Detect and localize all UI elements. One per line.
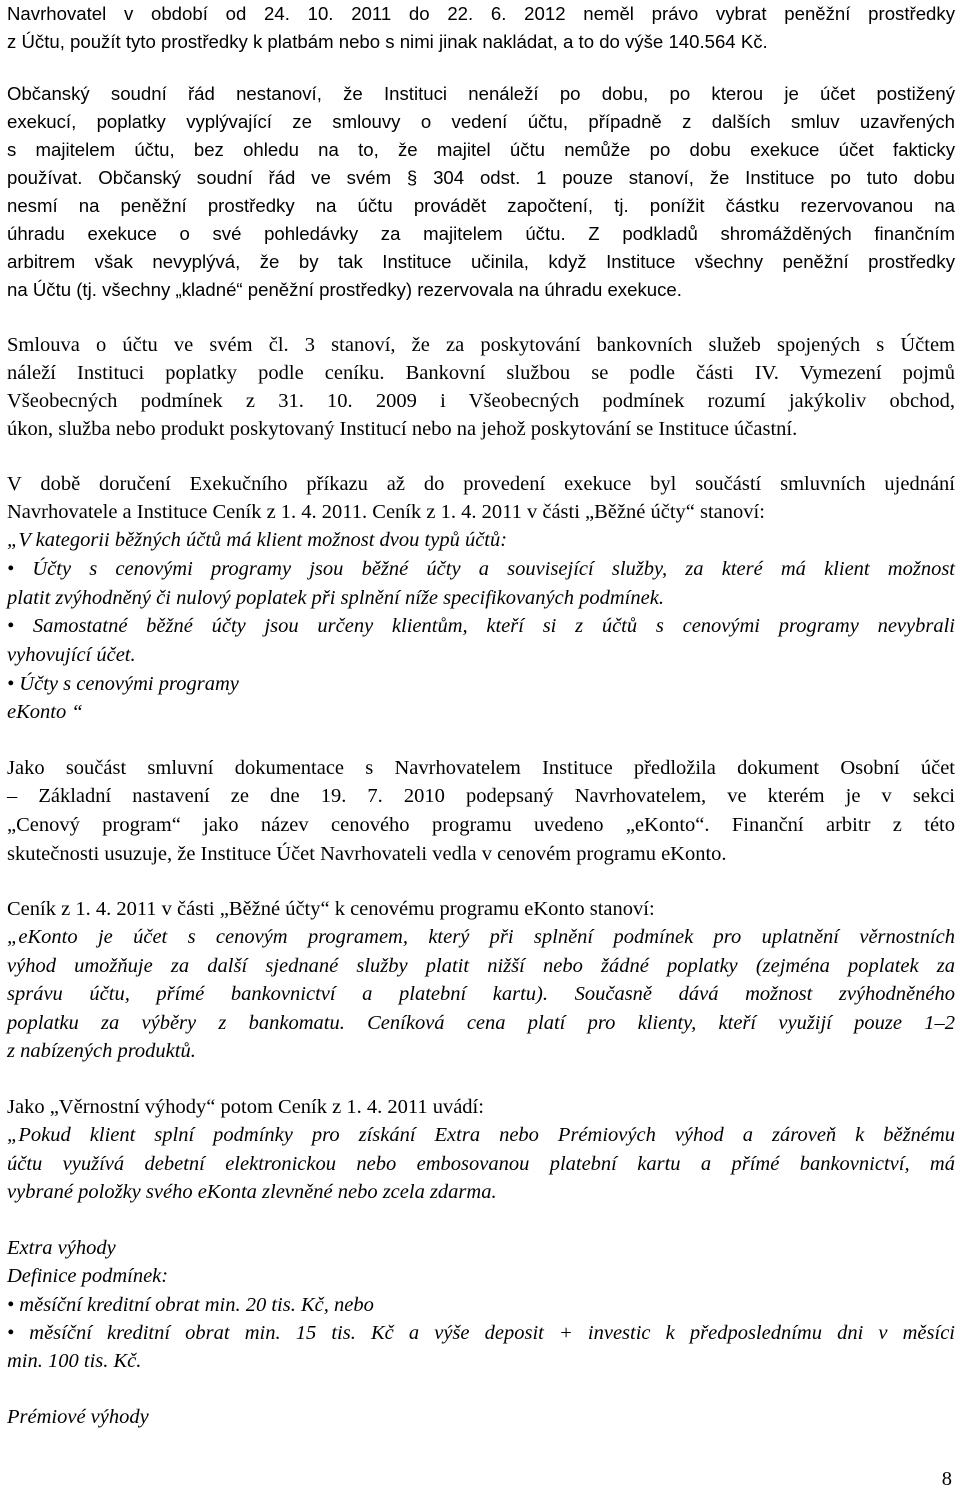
text-line: používat. Občanský soudní řád ve svém § 304 odst. 1 pouze stanoví, že Instituce po tuto dobu (7, 167, 955, 188)
text-line: – Základní nastavení ze dne 19. 7. 2010 podepsaný Navrhovatelem, ve kterém je v sekci (7, 785, 955, 807)
subheading: Prémiové výhody (7, 1406, 149, 1428)
text-line: „Cenový program“ jako název cenového programu uvedeno „eKonto“. Finanční arbitr z této (7, 814, 955, 836)
text-line: Všeobecných podmínek z 31. 10. 2009 i Všeobecných podmínek rozumí jakýkoliv obchod, (7, 390, 955, 412)
quote-line: „eKonto je účet s cenovým programem, který při splnění podmínek pro uplatnění věrnostních (7, 926, 955, 948)
quote-line: platit zvýhodněný či nulový poplatek při splnění níže specifikovaných podmínek. (7, 587, 664, 609)
text-line: arbitrem však nevyplývá, že by tak Instituce učinila, když Instituce všechny peněžní prostředky (7, 251, 955, 272)
quote-line: z nabízených produktů. (7, 1040, 196, 1062)
bullet-item: • Účty s cenovými programy jsou běžné účty a související služby, za které má klient možnost (7, 558, 955, 580)
subheading: Extra výhody (7, 1237, 116, 1259)
page-number: 8 (941, 1468, 952, 1490)
quote-line: vybrané položky svého eKonta zlevněné nebo zcela zdarma. (7, 1181, 497, 1203)
text-line: Jako součást smluvní dokumentace s Navrhovatelem Instituce předložila dokument Osobní účet (7, 757, 955, 779)
quote-line: výhod umožňuje za další sjednané služby platit nižší nebo žádné poplatky (zejména poplatek za (7, 955, 955, 977)
text-line: skutečnosti usuzuje, že Instituce Účet Navrhovateli vedla v cenovém programu eKonto. (7, 843, 727, 865)
text-line: exekucí, poplatky vyplývající ze smlouvy o vedení účtu, případně z dalších smluv uzavřených (7, 111, 955, 132)
text-line: s majitelem účtu, bez ohledu na to, že majitel účtu nemůže po dobu exekuce účet fakticky (7, 139, 955, 160)
text-line: Smlouva o účtu ve svém čl. 3 stanoví, že za poskytování bankovních služeb spojených s Účtem (7, 334, 955, 356)
quote-line: „V kategorii běžných účtů má klient možnost dvou typů účtů: (7, 529, 508, 551)
text-line: na Účtu (tj. všechny „kladné“ peněžní prostředky) rezervovala na úhradu exekuce. (7, 279, 682, 300)
text-line: úkon, služba nebo produkt poskytovaný Institucí nebo na jehož poskytování se Instituce účastní. (7, 418, 798, 440)
quote-line: „Pokud klient splní podmínky pro získání Extra nebo Prémiových výhod a zároveň k běžnému (7, 1124, 955, 1146)
bullet-item: • Účty s cenovými programy (7, 673, 239, 695)
text-line: nesmí na peněžní prostředky na účtu provádět započtení, tj. ponížit částku rezervovanou na (7, 195, 955, 216)
quote-line: účtu využívá debetní elektronickou nebo embosovanou platební kartu a přímé bankovnictví, má (7, 1153, 955, 1175)
text-line: náleží Instituci poplatky podle ceníku. Bankovní službou se podle části IV. Vymezení pojmů (7, 362, 955, 384)
quote-line: vyhovující účet. (7, 644, 136, 666)
text-line: Jako „Věrnostní výhody“ potom Ceník z 1. 4. 2011 uvádí: (7, 1096, 484, 1118)
text-line: V době doručení Exekučního příkazu až do provedení exekuce byl součástí smluvních ujednání (7, 473, 955, 495)
subheading: Definice podmínek: (7, 1265, 169, 1287)
bullet-item: • měsíční kreditní obrat min. 20 tis. Kč, nebo (7, 1294, 374, 1316)
quote-line: správu účtu, přímé bankovnictví a platební kartu). Současně dává možnost zvýhodněného (7, 983, 955, 1005)
quote-line: poplatku za výběry z bankomatu. Ceníková cena platí pro klienty, kteří využijí pouze 1–2 (7, 1012, 955, 1034)
text-line: úhradu exekuce o své pohledávky za majitelem účtu. Z podkladů shromážděných finančním (7, 223, 955, 244)
bullet-item: • Samostatné běžné účty jsou určeny klientům, kteří si z účtů s cenovými programy nevybrali (7, 615, 955, 637)
text-line: Navrhovatel v období od 24. 10. 2011 do 22. 6. 2012 neměl právo vybrat peněžní prostředky (7, 3, 955, 24)
quote-line: min. 100 tis. Kč. (7, 1350, 142, 1372)
quote-line: eKonto “ (7, 701, 83, 723)
bullet-item: • měsíční kreditní obrat min. 15 tis. Kč a výše deposit + investic k předposlednímu dni v měsíci (7, 1322, 955, 1344)
text-line: z Účtu, použít tyto prostředky k platbám nebo s nimi jinak nakládat, a to do výše 140.564 Kč. (7, 31, 768, 52)
text-line: Občanský soudní řád nestanoví, že Instituci nenáleží po dobu, po kterou je účet postižený (7, 83, 955, 104)
text-line: Navrhovatele a Instituce Ceník z 1. 4. 2011. Ceník z 1. 4. 2011 v části „Běžné účty“ stanoví: (7, 501, 765, 523)
text-line: Ceník z 1. 4. 2011 v části „Běžné účty“ k cenovému programu eKonto stanoví: (7, 898, 655, 920)
